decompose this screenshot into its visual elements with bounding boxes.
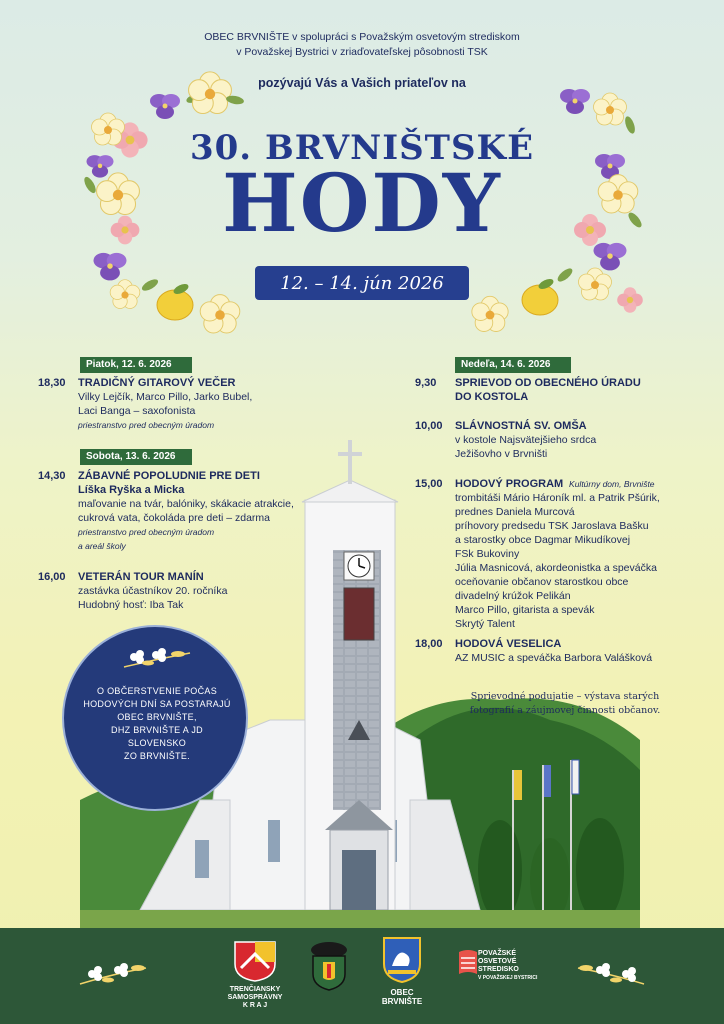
invite-text: pozývajú Vás a Vašich priateľov na	[258, 76, 466, 90]
tsk-caption	[222, 986, 288, 1010]
program-title: HODOVÝ PROGRAM	[455, 478, 564, 490]
pos-caption	[478, 950, 544, 982]
program-detail: Marco Pillo, gitarista a spevák	[455, 604, 595, 616]
pos-caption-line: OSVETOVÉ	[478, 958, 517, 965]
tsk-caption-line: TRENČIANSKY	[229, 986, 281, 993]
program-item-sunday-1500	[415, 477, 720, 631]
refreshments-line: DHZ BRVNIŠTE A JD SLOVENSKO	[111, 725, 203, 748]
refreshments-text	[82, 685, 232, 763]
event-title-line-2: HODY	[222, 156, 502, 250]
program-detail: prednes Daniela Murcová	[455, 506, 575, 518]
brvniste-caption	[370, 988, 434, 1006]
side-note-line: fotografií a záujmovej činnosti občanov.	[469, 705, 661, 716]
program-item-saturday-1600	[38, 570, 338, 612]
day-label-friday: Piatok, 12. 6. 2026	[80, 357, 192, 373]
program-venue: Kultúrny dom, Brvnište	[569, 479, 655, 489]
program-detail: v kostole Najsvätejšieho srdca	[455, 434, 597, 446]
folk-ornament-left-icon	[78, 958, 148, 988]
program-item-sunday-0930	[415, 376, 715, 404]
tsk-caption-line: K R A J	[242, 1002, 268, 1009]
brvniste-caption-line: OBEC	[390, 988, 414, 997]
program-title: SPRIEVOD OD OBECNÉHO ÚRADU	[455, 377, 641, 389]
pos-logo-icon	[457, 948, 479, 978]
tsk-caption-line: SAMOSPRÁVNY	[227, 994, 283, 1001]
parish-coat-of-arms-icon	[305, 938, 353, 992]
program-title: HODOVÁ VESELICA	[455, 638, 562, 650]
program-title: VETERÁN TOUR MANÍN	[78, 571, 204, 583]
tsk-coat-of-arms-icon	[233, 940, 277, 982]
accompanying-event-note	[460, 690, 670, 718]
program-subtitle: Líška Ryška a Micka	[78, 484, 185, 496]
pos-caption-line: POVAŽSKÉ	[478, 950, 516, 957]
pos-caption-line: STREDISKO	[478, 966, 519, 973]
program-detail: Laci Banga – saxofonista	[78, 405, 196, 417]
program-item-sunday-1000	[415, 419, 715, 461]
program-detail: príhovory predsedu TSK Jaroslava Bašku	[455, 520, 649, 532]
refreshments-line: OBEC BRVNIŠTE,	[117, 712, 197, 722]
program-detail: Vilky Lejčík, Marco Pillo, Jarko Bubel,	[78, 391, 253, 403]
program-time: 9,30	[415, 377, 437, 389]
brvniste-coat-of-arms-icon	[382, 936, 422, 984]
program-detail: oceňovanie občanov starostkou obce	[455, 576, 629, 588]
program-detail: a starostky obce Dagmar Mikudíkovej	[455, 534, 631, 546]
program-time: 15,00	[415, 478, 443, 490]
program-time: 14,30	[38, 470, 66, 482]
org-line-1: OBEC BRVNIŠTE v spolupráci s Považským osvetovým strediskom	[204, 31, 520, 43]
program-detail: AZ MUSIC a speváčka Barbora Valášková	[455, 652, 653, 664]
program-time: 10,00	[415, 420, 443, 432]
program-detail: Skrytý Talent	[455, 618, 515, 630]
program-item-friday-1830	[38, 376, 338, 432]
program-time: 16,00	[38, 571, 66, 583]
program-detail: Hudobný hosť: Iba Tak	[78, 599, 184, 611]
program-detail: cukrová vata, čokoláda pre deti – zdarma	[78, 512, 271, 524]
brvniste-caption-line: BRVNIŠTE	[381, 997, 423, 1006]
program-detail: FSk Bukoviny	[455, 548, 520, 560]
pos-caption-line: V POVAŽSKEJ BYSTRICI	[478, 975, 538, 981]
program-detail: trombitáši Mário Hároník ml. a Patrik Pšúrik,	[455, 492, 660, 504]
side-note-line: Sprievodné podujatie – výstava starých	[470, 691, 660, 702]
event-title-line-1: 30. BRVNIŠTSKÉ	[189, 128, 534, 168]
program-item-saturday-1430	[38, 469, 338, 553]
program-venue: priestranstvo pred obecným úradom	[78, 420, 215, 430]
program-venue: a areál školy	[78, 541, 126, 551]
program-title: SLÁVNOSTNÁ SV. OMŠA	[455, 420, 587, 432]
refreshments-line: HODOVÝCH DNÍ SA POSTARAJÚ	[83, 699, 231, 709]
refreshments-line: O OBČERSTVENIE POČAS	[96, 686, 218, 696]
floral-ornament-icon	[122, 645, 192, 671]
refreshments-line: ZO BRVNIŠTE.	[124, 751, 190, 761]
program-detail: Ježišovho v Brvništi	[455, 448, 548, 460]
event-date-badge: 12. – 14. jún 2026	[255, 266, 469, 300]
day-label-saturday: Sobota, 13. 6. 2026	[80, 449, 192, 465]
folk-ornament-right-icon	[576, 958, 646, 988]
program-detail: maľovanie na tvár, balóniky, skákacie atrakcie,	[78, 498, 294, 510]
program-time: 18,00	[415, 638, 443, 650]
footer-bar	[0, 928, 724, 1024]
program-detail: zastávka účastníkov 20. ročníka	[78, 585, 228, 597]
org-line-2: v Považskej Bystrici v zriaďovateľskej pôsobnosti TSK	[236, 46, 488, 58]
program-detail: divadelný krúžok Pelikán	[455, 590, 571, 602]
refreshments-circle	[62, 625, 248, 811]
program-title: DO KOSTOLA	[455, 391, 529, 403]
program-time: 18,30	[38, 377, 66, 389]
organizers-text	[0, 30, 724, 60]
program-venue: priestranstvo pred obecným úradom	[78, 527, 215, 537]
program-item-sunday-1800	[415, 637, 715, 665]
day-label-sunday: Nedeľa, 14. 6. 2026	[455, 357, 571, 373]
program-detail: Júlia Masnicová, akordeonistka a speváčka	[455, 562, 657, 574]
program-title: ZÁBAVNÉ POPOLUDNIE PRE DETI	[78, 470, 260, 482]
program-title: TRADIČNÝ GITAROVÝ VEČER	[78, 377, 236, 389]
